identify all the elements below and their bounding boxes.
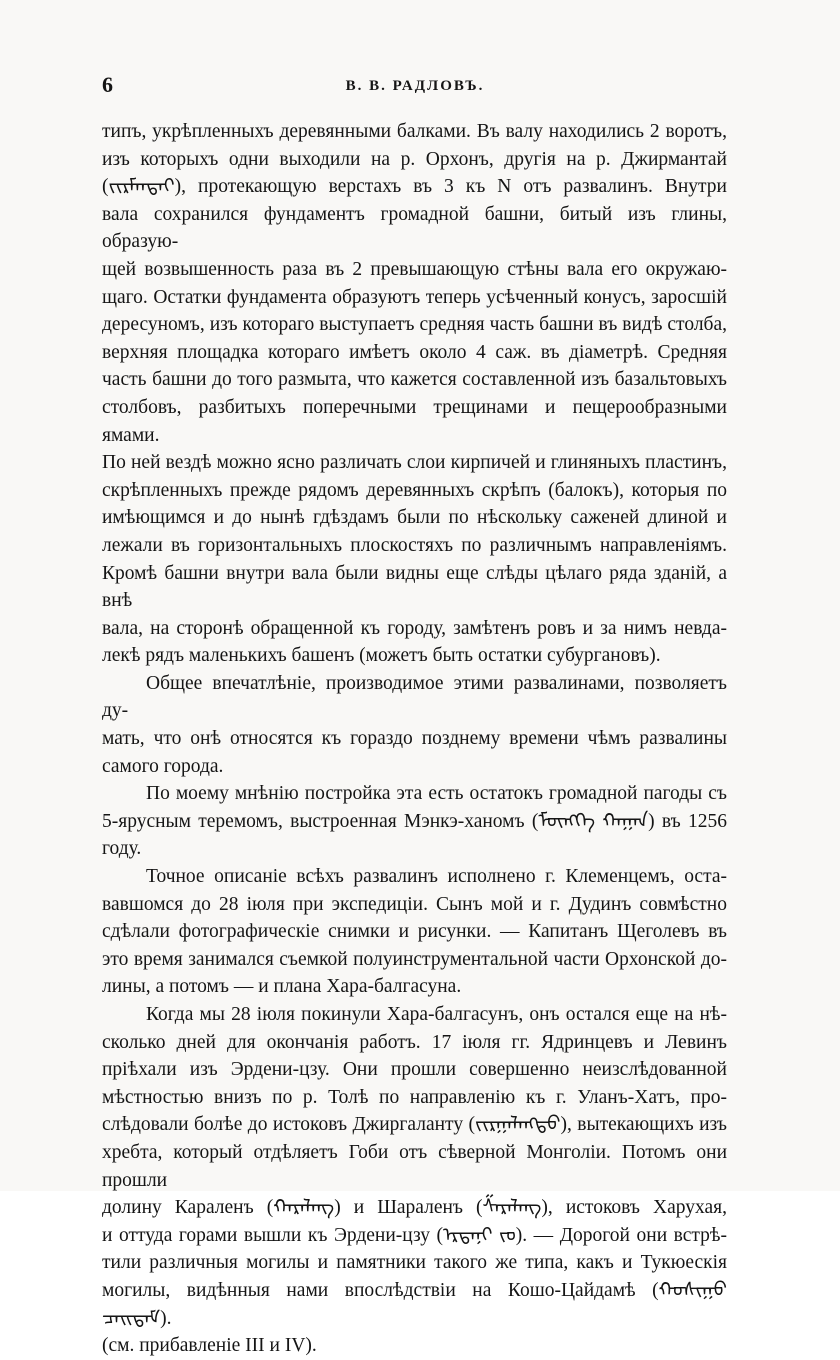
text-line: слѣдовали болѣе до истоковъ Джиргаланту (ᠵᠢᠷᠭᠠᠯᠠᠩᠲᠤ), вытекающихъ изъ [102,1114,727,1136]
text-line: Точное описаніе всѣхъ развалинъ исполнено г. Клеменцемъ, оста- [146,866,727,888]
paragraph-p4 [102,863,727,1001]
text-line: (ᠵᠢᠷᠮᠠᠨᠲᠠᠢ), протекающую верстахъ въ 3 къ N отъ развалинъ. Внутри [102,176,727,198]
text-line: вала сохранился фундаментъ громадной башни, битый изъ глины, образую- [102,203,727,253]
text-line: сдѣлали фотографическіе снимки и рисунки. — Капитанъ Щеголевъ въ [102,921,727,943]
text-line: дересуномъ, изъ котораго выступаетъ средняя часть башни въ видѣ столба, [102,314,727,336]
text-line: щей возвышенность раза въ 2 превышающую стѣны вала его окружаю- [102,258,727,280]
text-line: тили различныя могилы и памятники такого же типа, какъ и Тукюескія [102,1252,727,1274]
text-line: вавшомся до 28 іюля при экспедиціи. Сынъ мой и г. Дудинъ совмѣстно [102,893,727,915]
paragraph-p2 [102,670,727,780]
text-line: (см. прибавленіе III и IV). [102,1335,317,1357]
text-line: вала, на сторонѣ обращенной къ городу, замѣтенъ ровъ и за нимъ невда- [102,617,727,639]
text-line: скрѣпленныхъ прежде рядомъ деревянныхъ скрѣпъ (балокъ), которыя по [102,479,727,501]
text-line: По ней вездѣ можно ясно различать слои кирпичей и глиняныхъ пластинъ, [102,452,727,474]
text-line: верхняя площадка котораго имѣетъ около 4 саж. въ діаметрѣ. Средняя [102,341,727,363]
text-line: году. [102,838,142,860]
text-line: лекѣ рядъ маленькихъ башенъ (можетъ быть остатки субургановъ). [102,645,661,667]
text-line: столбовъ, разбитыхъ поперечными трещинами и пещерообразными ямами. [102,396,727,446]
text-line: Когда мы 28 іюля покинули Хара-балгасунъ, онъ остался еще на нѣ- [146,1004,727,1025]
text-line: долину Караленъ (ᠬᠠᠷᠠᠯᠠᠩ) и Шараленъ (ᠱᠠᠷᠠᠯᠠᠩ), истоковъ Харухая, [102,1197,727,1219]
text-line: 5-ярусным теремомъ, выстроенная Мэнкэ-ханомъ (ᠮᠥᠩᠬᠡ ᠬᠠᠭᠠᠨ) въ 1256 [102,810,727,832]
text-line: лины, а потомъ — и плана Хара-балгасуна. [102,976,462,998]
text-line: Кромѣ башни внутри вала были видны еще слѣды цѣлаго ряда зданій, а внѣ [102,562,727,612]
text-line: это время занимался съемкой полуинструментальной части Орхонской до- [102,948,727,970]
text-line: По моему мнѣнію постройка эта есть остатокъ громадной пагоды съ [146,783,727,805]
paragraph-p1 [102,118,727,670]
text-line: Общее впечатлѣніе, производимое этими развалинами, позволяетъ ду- [102,672,727,722]
text-line: лежали въ горизонтальныхъ плоскостяхъ по различнымъ направленіямъ. [102,534,727,556]
page-header [100,72,730,102]
text-line: изъ которыхъ одни выходили на р. Орхонъ, другія на р. Джирмантай [102,148,727,170]
text-line: типъ, укрѣпленныхъ деревянными балками. Въ валу находились 2 воротъ, [102,121,727,142]
text-line: мѣстностью внизъ по р. Толѣ по направленію къ г. Уланъ-Хатъ, про- [102,1086,727,1108]
body-text [102,118,727,1360]
text-line: пріѣхали изъ Эрдени-цзу. Они прошли совершенно неизслѣдованной [102,1059,727,1081]
text-line: самого города. [102,755,224,777]
text-line: мать, что онѣ относятся къ гораздо позднему времени чѣмъ развалины [102,728,727,750]
text-line: могилы, видѣнныя нами впослѣдствіи на Кошо-Цайдамѣ (ᠬᠣᠰᠢᠭᠤ ᠴᠠᠢᠳᠠᠮ). [102,1279,727,1329]
text-line: и оттуда горами вышли къ Эрдени-цзу (ᠡᠷᠳᠡᠨᠢ ᠵᠤ). — Дорогой они встрѣ- [102,1224,727,1246]
running-title: В. В. РАДЛОВЪ. [345,78,485,94]
text-line: имѣющимся и до нынѣ гдѣздамъ были по нѣскольку саженей длиной и [102,507,727,529]
page-number: 6 [102,72,113,97]
paragraph-p3 [102,780,727,863]
text-line: сколько дней для окончанія работъ. 17 іюля гг. Ядринцевъ и Левинъ [102,1031,727,1053]
text-line: хребта, который отдѣляетъ Гоби отъ сѣверной Монголіи. Потомъ они прошли [102,1141,727,1191]
paragraph-p5 [102,1001,727,1360]
text-line: щаго. Остатки фундамента образуютъ теперь усѣченный конусъ, заросшій [102,286,727,308]
text-line: часть башни до того размыта, что кажется составленной изъ базальтовыхъ [102,369,727,391]
